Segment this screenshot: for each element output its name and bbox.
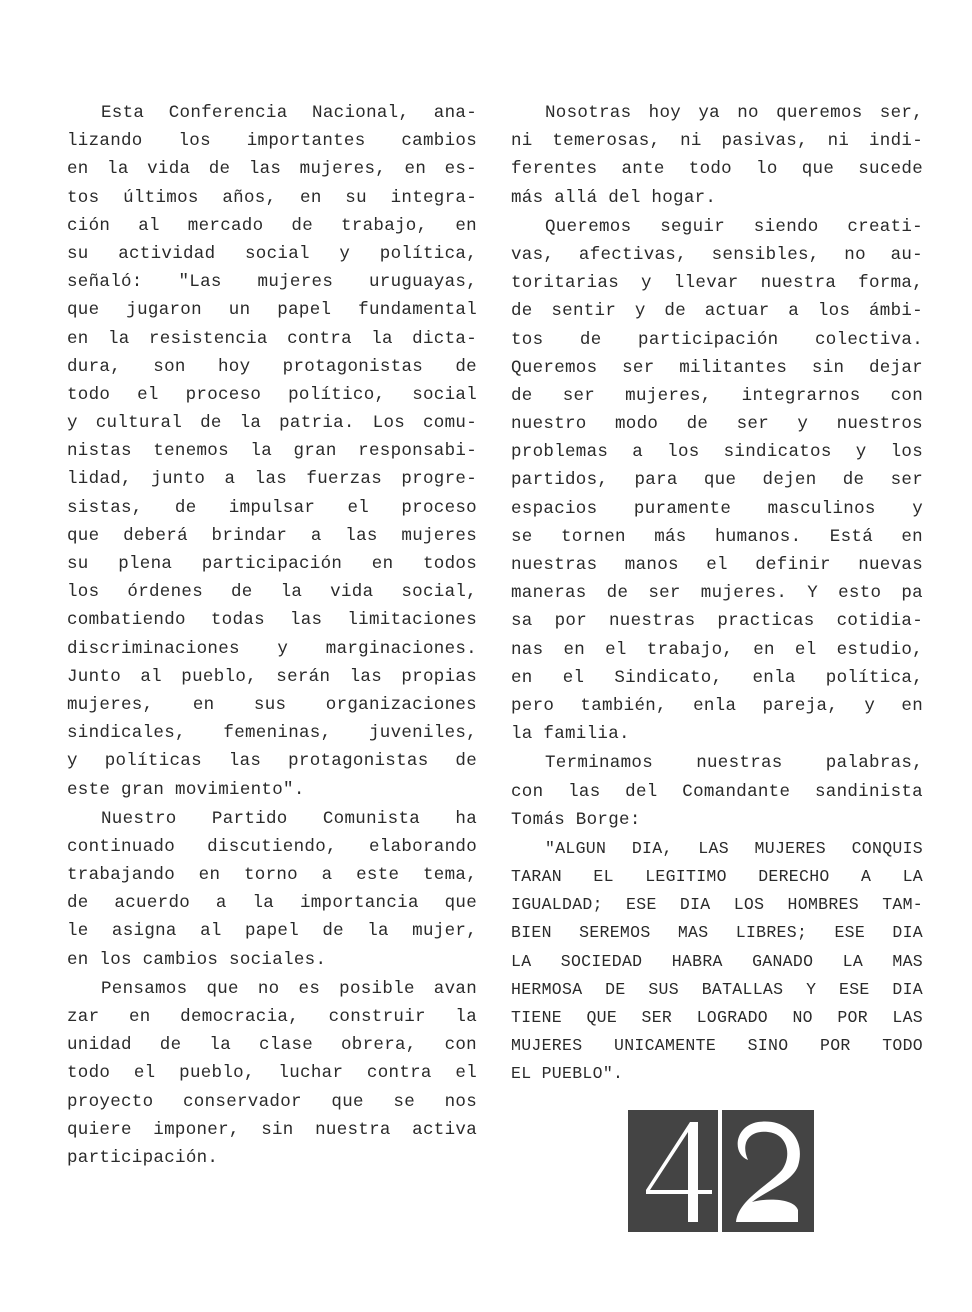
text-line: vas, afectivas, sensibles, no au- [511,244,923,265]
text-line: con las del Comandante sandinista [511,781,923,802]
text-line: lizando los importantes cambios [67,131,477,152]
text-line: Queremos ser militantes sin dejar [511,357,923,378]
text-line: sindicales, femeninas, juveniles, [67,723,477,744]
text-line: nistas tenemos la gran responsabi- [67,441,477,462]
text-line: de sentir y de actuar a los ámbi- [511,301,923,322]
text-line: continuado discutiendo, elaborando [67,836,477,857]
text-line: trabajando en torno a este tema, [67,865,477,886]
paragraph [511,749,923,834]
text-line: su actividad social y política, [67,243,477,264]
text-line: unidad de la clase obrera, con [67,1035,477,1056]
text-line: toritarias y llevar nuestra forma, [511,273,923,294]
text-line: TARAN EL LEGITIMO DERECHO A LA [511,867,923,887]
quote-paragraph [511,835,923,1089]
text-line: dura, son hoy protagonistas de [67,356,477,377]
left-column [67,99,477,1173]
paragraph [67,99,477,804]
text-line: Terminamos nuestras palabras, [545,753,923,774]
text-line: en el Sindicato, enla política, [511,667,923,688]
text-line: su plena participación en todos [67,554,477,574]
text-line: este gran movimiento". [67,779,305,800]
text-line: problemas a los sindicatos y los [511,442,923,463]
text-line: le asigna al papel de la mujer, [67,921,477,942]
text-line: nas en el trabajo, en el estudio, [511,639,923,660]
text-line: zar en democracia, construir la [67,1007,477,1027]
text-line: LA SOCIEDAD HABRA GANADO LA MAS [511,951,923,971]
text-line: pero también, enla pareja, y en [511,695,923,716]
paragraph [511,99,923,212]
text-line: Nosotras hoy ya no queremos ser, [545,103,923,123]
text-line: nuestras manos el definir nuevas [511,555,923,575]
text-line: todo el proceso político, social [67,384,477,405]
paragraph [67,805,477,974]
text-line: "ALGUN DIA, LAS MUJERES CONQUIS [545,838,923,858]
text-line: ferentes ante todo lo que sucede [511,159,923,180]
text-line: Tomás Borge: [511,809,641,830]
text-line: sa por nuestras practicas cotidia- [511,611,923,632]
text-line: discriminaciones y marginaciones. [67,638,477,659]
text-line: Queremos seguir siendo creati- [545,216,923,237]
text-line: todo el pueblo, luchar contra el [67,1063,477,1084]
text-line: Nuestro Partido Comunista ha [101,808,477,829]
text-line: Junto al pueblo, serán las propias [67,666,477,687]
text-line: la familia. [511,724,630,745]
text-line: los órdenes de la vida social, [67,582,477,603]
text-line: tos de participación colectiva. [511,329,923,350]
text-line: participación. [67,1147,219,1168]
text-line: de ser mujeres, integrarnos con [511,385,923,406]
text-line: combatiendo todas las limitaciones [67,610,477,631]
text-line: TIENE QUE SER LOGRADO NO POR LAS [511,1008,923,1027]
text-line: IGUALDAD; ESE DIA LOS HOMBRES TAM- [511,895,923,915]
text-line: nuestro modo de ser y nuestros [511,414,923,435]
text-line: que deberá brindar a las mujeres [67,525,477,546]
paragraph [67,975,477,1172]
text-line: en los cambios sociales. [67,949,327,970]
text-line: señaló: "Las mujeres uruguayas, [67,272,477,293]
text-line: ni temerosas, ni pasivas, ni indi- [511,131,923,152]
text-line: HERMOSA DE SUS BATALLAS Y ESE DIA [511,979,923,999]
paragraph [511,213,923,749]
text-line: proyecto conservador que se nos [67,1091,477,1112]
text-line: que jugaron un papel fundamental [67,300,477,321]
text-line: ción al mercado de trabajo, en [67,215,477,236]
text-line: Esta Conferencia Nacional, ana- [101,103,477,123]
text-line: mujeres, en sus organizaciones [67,694,477,715]
text-line: lidad, junto a las fuerzas progre- [67,469,477,490]
right-column [511,99,923,1090]
text-line: y cultural de la patria. Los comu- [67,413,477,434]
text-line: tos últimos años, en su integra- [67,187,477,208]
text-line: BIEN SEREMOS MAS LIBRES; ESE DIA [511,923,923,943]
text-line: maneras de ser mujeres. Y esto pa [511,583,923,604]
text-line: Pensamos que no es posible avan [101,978,477,999]
number-42-logo [628,1110,814,1234]
text-line: sistas, de impulsar el proceso [67,497,477,518]
text-line: de acuerdo a la importancia que [67,893,477,914]
text-line: partidos, para que dejen de ser [511,470,923,491]
text-line: en la vida de las mujeres, en es- [67,159,477,180]
text-line: en la resistencia contra la dicta- [67,328,477,349]
text-line: MUJERES UNICAMENTE SINO POR TODO [511,1036,923,1056]
text-line: espacios puramente masculinos y [511,498,923,519]
text-line: EL PUEBLO". [511,1064,624,1084]
text-line: se tornen más humanos. Está en [511,526,923,547]
text-line: y políticas las protagonistas de [67,751,477,772]
text-line: quiere imponer, sin nuestra activa [67,1119,477,1140]
text-line: más allá del hogar. [511,187,717,208]
